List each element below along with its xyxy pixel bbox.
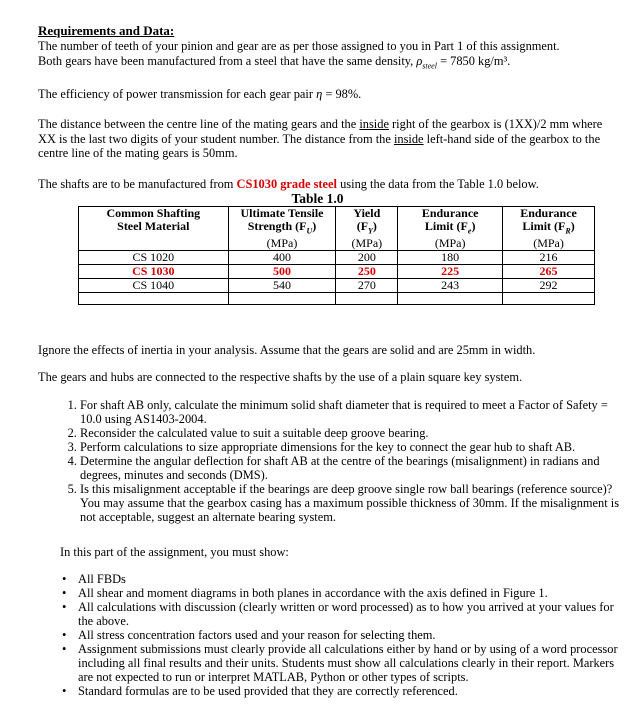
header-material: Common Shafting Steel Material: [79, 207, 229, 238]
efficiency-value: = 98%.: [322, 87, 362, 101]
cell-endurance-r: 292: [503, 279, 595, 293]
efficiency-text: The efficiency of power transmission for each gear pair: [38, 87, 317, 101]
material-text: The shafts are to be manufactured from: [38, 177, 237, 191]
question-item: 5. Is this misalignment acceptable if the bearings are deep groove single row ball bearings (reference source)? You may assume that the gearbox casing has a maximum possible thickness of 30mm. If the misalignment is not acceptable, suggest an alternate bearing system.: [80, 482, 628, 524]
eta-symbol: η: [316, 87, 323, 101]
unit-endurance-e: (MPa): [398, 237, 503, 251]
bullet-icon: •: [62, 628, 67, 642]
bullet-icon: •: [62, 572, 67, 586]
key-paragraph: The gears and hubs are connected to the respective shafts by the use of a plain square key system.: [38, 370, 523, 384]
inertia-paragraph: Ignore the effects of inertia in your analysis. Assume that the gears are solid and are 25mm in width.: [38, 343, 536, 357]
question-item: 4. Determine the angular deflection for shaft AB at the centre of the bearings (misalignment) in radians and degrees, minutes and seconds (DMS).: [80, 454, 628, 482]
section-heading: Requirements and Data:: [38, 23, 175, 38]
bullet-icon: •: [62, 684, 67, 698]
rho-subscript: steel: [422, 60, 437, 70]
inside-underlined-1: inside: [359, 117, 389, 131]
distance-text-c: left-hand side of the gearbox to the centre line of the mating gears is 50mm.: [38, 131, 601, 160]
cell-yield: 200: [336, 251, 398, 265]
cell-material: CS 1020: [79, 251, 229, 265]
question-item: 1. For shaft AB only, calculate the minimum solid shaft diameter that is required to meet a Factor of Safety = 10.0 using AS1403-2004.: [80, 398, 628, 426]
table-caption: Table 1.0: [291, 191, 344, 206]
cell-material: CS 1040: [79, 279, 229, 293]
cell-yield: 250: [336, 265, 398, 279]
material-table: [78, 206, 595, 305]
bullet-icon: •: [62, 600, 67, 614]
cell-yield: 270: [336, 279, 398, 293]
density-text: Both gears have been manufactured from a steel that have the same density,: [38, 53, 417, 68]
bullet-icon: •: [62, 586, 67, 600]
table-header-row: [79, 207, 595, 238]
header-uts: Ultimate Tensile Strength $(F_U)$: [228, 207, 336, 238]
header-endurance-r: Endurance Limit $(F_R)$: [503, 207, 595, 238]
list-item: • All stress concentration factors used and your reason for selecting them.: [62, 628, 436, 642]
cell-uts: 540: [228, 279, 336, 293]
list-item: • All shear and moment diagrams in both planes in accordance with the axis defined in Figure 1.: [62, 586, 548, 600]
table-empty-row: [79, 293, 595, 305]
gear-teeth-paragraph: [38, 39, 608, 73]
distance-text-a: The distance between the centre line of the mating gears and the: [38, 117, 360, 131]
cell-endurance-e: 180: [398, 251, 503, 265]
question-item: 2. Reconsider the calculated value to suit a suitable deep groove bearing.: [80, 426, 628, 440]
list-item: • All FBDs: [62, 572, 126, 586]
efficiency-paragraph: [38, 87, 608, 102]
header-endurance-e: Endurance Limit $(F_e)$: [398, 207, 503, 238]
cell-endurance-r: 216: [503, 251, 595, 265]
bullet-icon: •: [62, 642, 67, 656]
cell-endurance-e: 243: [398, 279, 503, 293]
cell-endurance-r: 265: [503, 265, 595, 279]
question-item: 3. Perform calculations to size appropriate dimensions for the key to connect the gear hub to shaft AB.: [80, 440, 628, 454]
table-row-highlighted: [79, 265, 595, 279]
list-item: • Standard formulas are to be used provided that they are correctly referenced.: [62, 684, 458, 698]
material-highlight: CS1030 grade steel: [236, 177, 338, 191]
cell-material: CS 1030: [79, 265, 229, 279]
requirements-list: [60, 572, 626, 698]
cell-uts: 500: [228, 265, 336, 279]
cell-endurance-e: 225: [398, 265, 503, 279]
distance-paragraph: [38, 117, 608, 161]
show-intro: In this part of the assignment, you must show:: [60, 545, 289, 559]
header-yield: Yield $(F_Y)$: [336, 207, 398, 238]
shaft-material-paragraph: [38, 177, 608, 192]
density-value: = 7850 kg/m³.: [436, 53, 511, 68]
material-text-end: using the data from the Table 1.0 below.: [337, 177, 539, 191]
table-units-row: [79, 237, 595, 251]
unit-endurance-r: (MPa): [503, 237, 595, 251]
gear-teeth-line: The number of teeth of your pinion and gear are as per those assigned to you in Part 1 of this assignment.: [38, 39, 560, 53]
table-row: [79, 279, 595, 293]
list-item: • All calculations with discussion (clearly written or word processed) as to how you arrived at your values for the above.: [62, 600, 614, 628]
table-row: [79, 251, 595, 265]
inside-underlined-2: inside: [393, 131, 424, 146]
question-list: [60, 398, 628, 524]
list-item: • Assignment submissions must clearly provide all calculations either by hand or by using of a word processor including all final results and their units. Students must show all calculations clearly in their report. Markers are not expected to run or interpret MATLAB, Python or other types of scripts.: [62, 642, 618, 684]
unit-yield: (MPa): [336, 237, 398, 251]
rho-symbol: ρ: [416, 53, 423, 68]
unit-uts: (MPa): [228, 237, 336, 251]
distance-text-b: right of the gearbox is (1XX)/2 mm where XX is the last two digits of your student number. The distance from the: [38, 117, 603, 146]
unit-material: [79, 237, 229, 251]
cell-uts: 400: [228, 251, 336, 265]
